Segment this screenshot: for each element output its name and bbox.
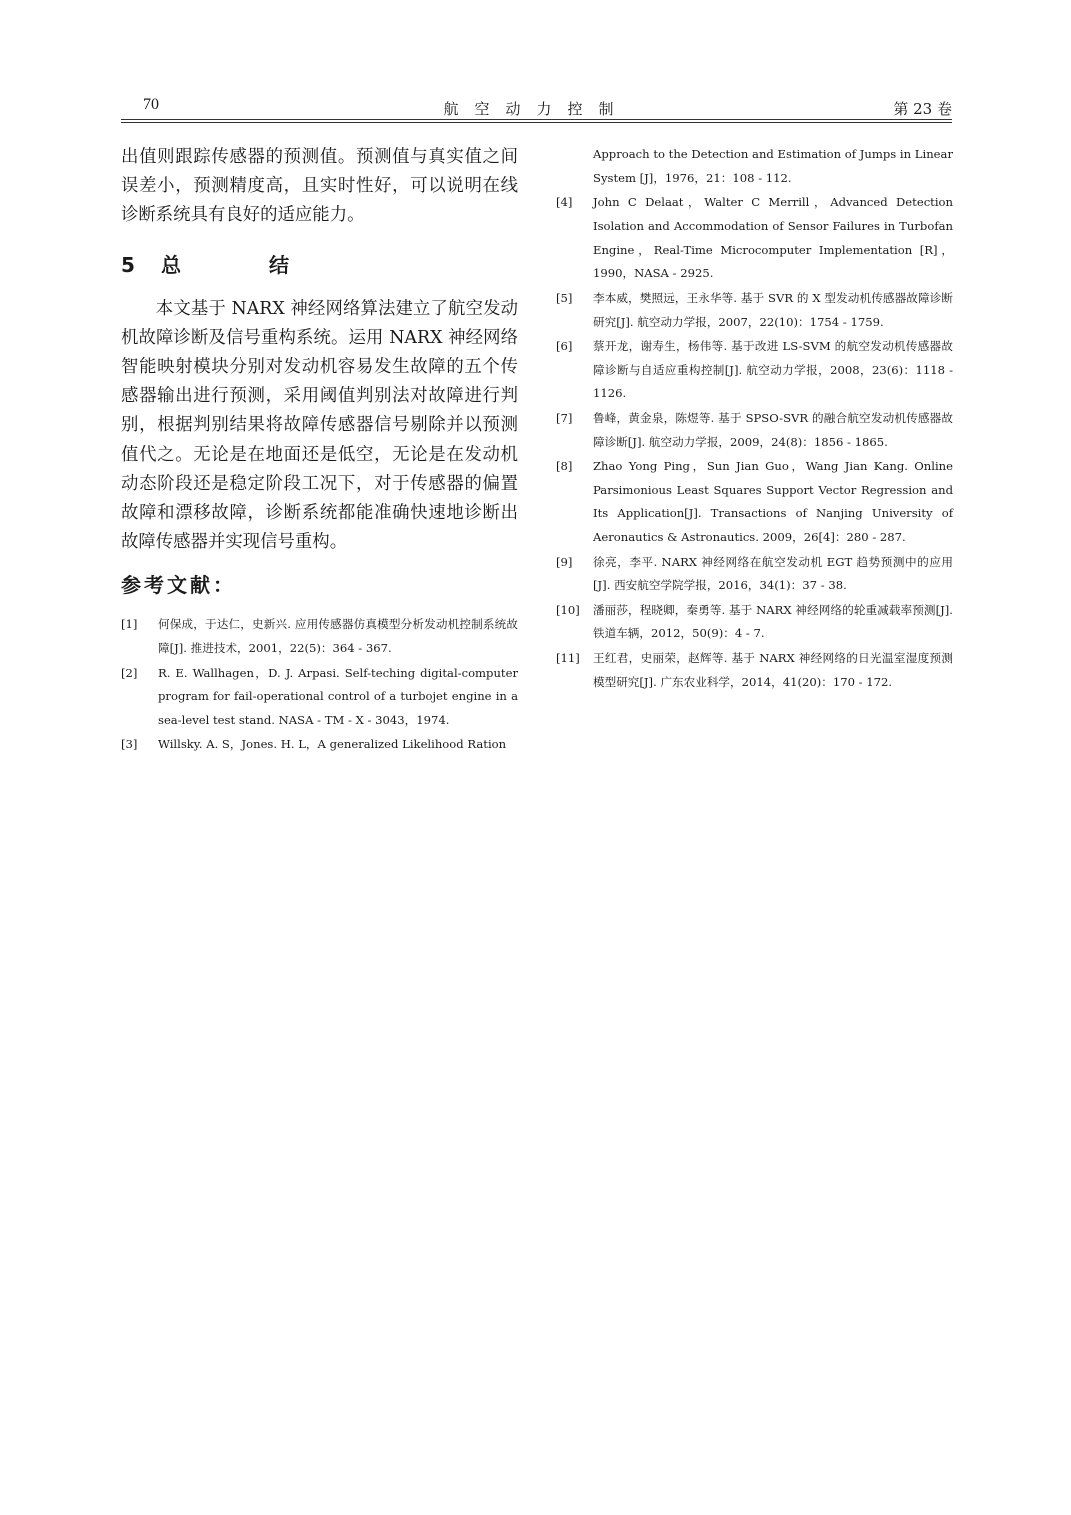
reference-index: [10] <box>556 602 580 617</box>
reference-index: [2] <box>121 665 138 680</box>
reference-text: John C Delaat，Walter C Merrill，Advanced Detection Isolation and Accommodation of Sensor Failures in Turbofan Engine，Real-Time Microcomputer Implementation [R]，1990，NASA - 2925. <box>593 195 953 281</box>
reference-index: [3] <box>121 737 138 752</box>
reference-text: Willsky. A. S，Jones. H. L，A generalized Likelihood Ration <box>158 737 507 752</box>
header-rule <box>121 119 952 120</box>
reference-text: 潘丽莎，程晓卿，秦勇等. 基于 NARX 神经网络的轮重减载率预测[J]. 铁道车辆，2012，50(9)：4 - 7. <box>593 602 953 641</box>
section-number: 5 <box>121 252 135 277</box>
reference-item <box>556 335 953 406</box>
reference-index: [4] <box>556 195 573 210</box>
volume-label: 第 23 卷 <box>893 100 952 118</box>
journal-title: 航空动力控制 <box>443 100 630 118</box>
reference-index: [7] <box>556 410 573 425</box>
reference-item <box>556 455 953 550</box>
reference-index: [1] <box>121 617 138 632</box>
reference-text: Approach to the Detection and Estimation of Jumps in Linear System [J]，1976，21：108 - 112. <box>593 147 953 185</box>
reference-item <box>556 599 953 647</box>
reference-item <box>121 662 518 733</box>
reference-index: [9] <box>556 554 573 569</box>
reference-text: 王红君，史丽荣，赵辉等. 基于 NARX 神经网络的日光温室湿度预测模型研究[J]. 广东农业科学，2014，41(20)：170 - 172. <box>593 650 953 689</box>
reference-index: [5] <box>556 290 573 305</box>
reference-item <box>556 551 953 599</box>
reference-text: 蔡开龙，谢寿生，杨伟等. 基于改进 LS-SVM 的航空发动机传感器故障诊断与自适应重构控制[J]. 航空动力学报，2008，23(6)：1118 - 1126. <box>593 338 953 401</box>
reference-item <box>556 191 953 286</box>
reference-item <box>556 647 953 695</box>
reference-text: 鲁峰，黄金泉，陈煜等. 基于 SPSO-SVR 的融合航空发动机传感器故障诊断[J]. 航空动力学报，2009，24(8)：1856 - 1865. <box>593 410 953 449</box>
running-header <box>121 92 952 122</box>
conclusion-paragraph: 本文基于 NARX 神经网络算法建立了航空发动机故障诊断及信号重构系统。运用 NARX 神经网络智能映射模块分别对发动机容易发生故障的五个传感器输出进行预测，采用阈值判别法对故障进行判别，根据判别结果将故障传感器信号剔除并以预测值代之。无论是在地面还是低空，无论是在发动机动态阶段还是稳定阶段工况下，对于传感器的偏置故障和漂移故障，诊断系统都能准确快速地诊断出故障传感器并实现信号重构。 <box>121 298 518 553</box>
page-number: 70 <box>143 96 159 113</box>
reference-index: [8] <box>556 458 573 473</box>
reference-item <box>556 407 953 455</box>
right-column <box>556 143 953 694</box>
left-column <box>121 143 518 757</box>
header-rule-2 <box>121 122 952 123</box>
reference-item <box>121 613 518 661</box>
reference-item <box>121 733 518 757</box>
section-title: 总 结 <box>161 252 323 277</box>
reference-continuation <box>556 143 953 191</box>
reference-index: [6] <box>556 338 573 353</box>
reference-text: Zhao Yong Ping，Sun Jian Guo，Wang Jian Kang. Online Parsimonious Least Squares Support Vector Regression and Its Application[J]. Transactions of Nanjing University of Aeronautics & Astronautics. 2009，26[4]：280 - 287. <box>593 458 953 545</box>
reference-text: 徐亮，李平. NARX 神经网络在航空发动机 EGT 趋势预测中的应用[J]. 西安航空学院学报，2016，34(1)：37 - 38. <box>593 554 953 593</box>
section-heading <box>121 249 518 281</box>
reference-text: 何保成，于达仁，史新兴. 应用传感器仿真模型分析发动机控制系统故障[J]. 推进技术，2001，22(5)：364 - 367. <box>158 617 518 656</box>
reference-text: R. E. Wallhagen，D. J. Arpasi. Self-teching digital-computer program for fail-operational control of a turbojet engine in a sea-level test stand. NASA - TM - X - 3043，1974. <box>158 665 518 728</box>
references-heading: 参考文献： <box>121 573 236 598</box>
reference-index: [11] <box>556 650 580 665</box>
continuation-paragraph: 出值则跟踪传感器的预测值。预测值与真实值之间误差小，预测精度高，且实时性好，可以说明在线诊断系统具有良好的适应能力。 <box>121 147 518 226</box>
reference-text: 李本威，樊照远，王永华等. 基于 SVR 的 X 型发动机传感器故障诊断研究[J]. 航空动力学报，2007，22(10)：1754 - 1759. <box>593 290 953 329</box>
reference-item <box>556 287 953 335</box>
